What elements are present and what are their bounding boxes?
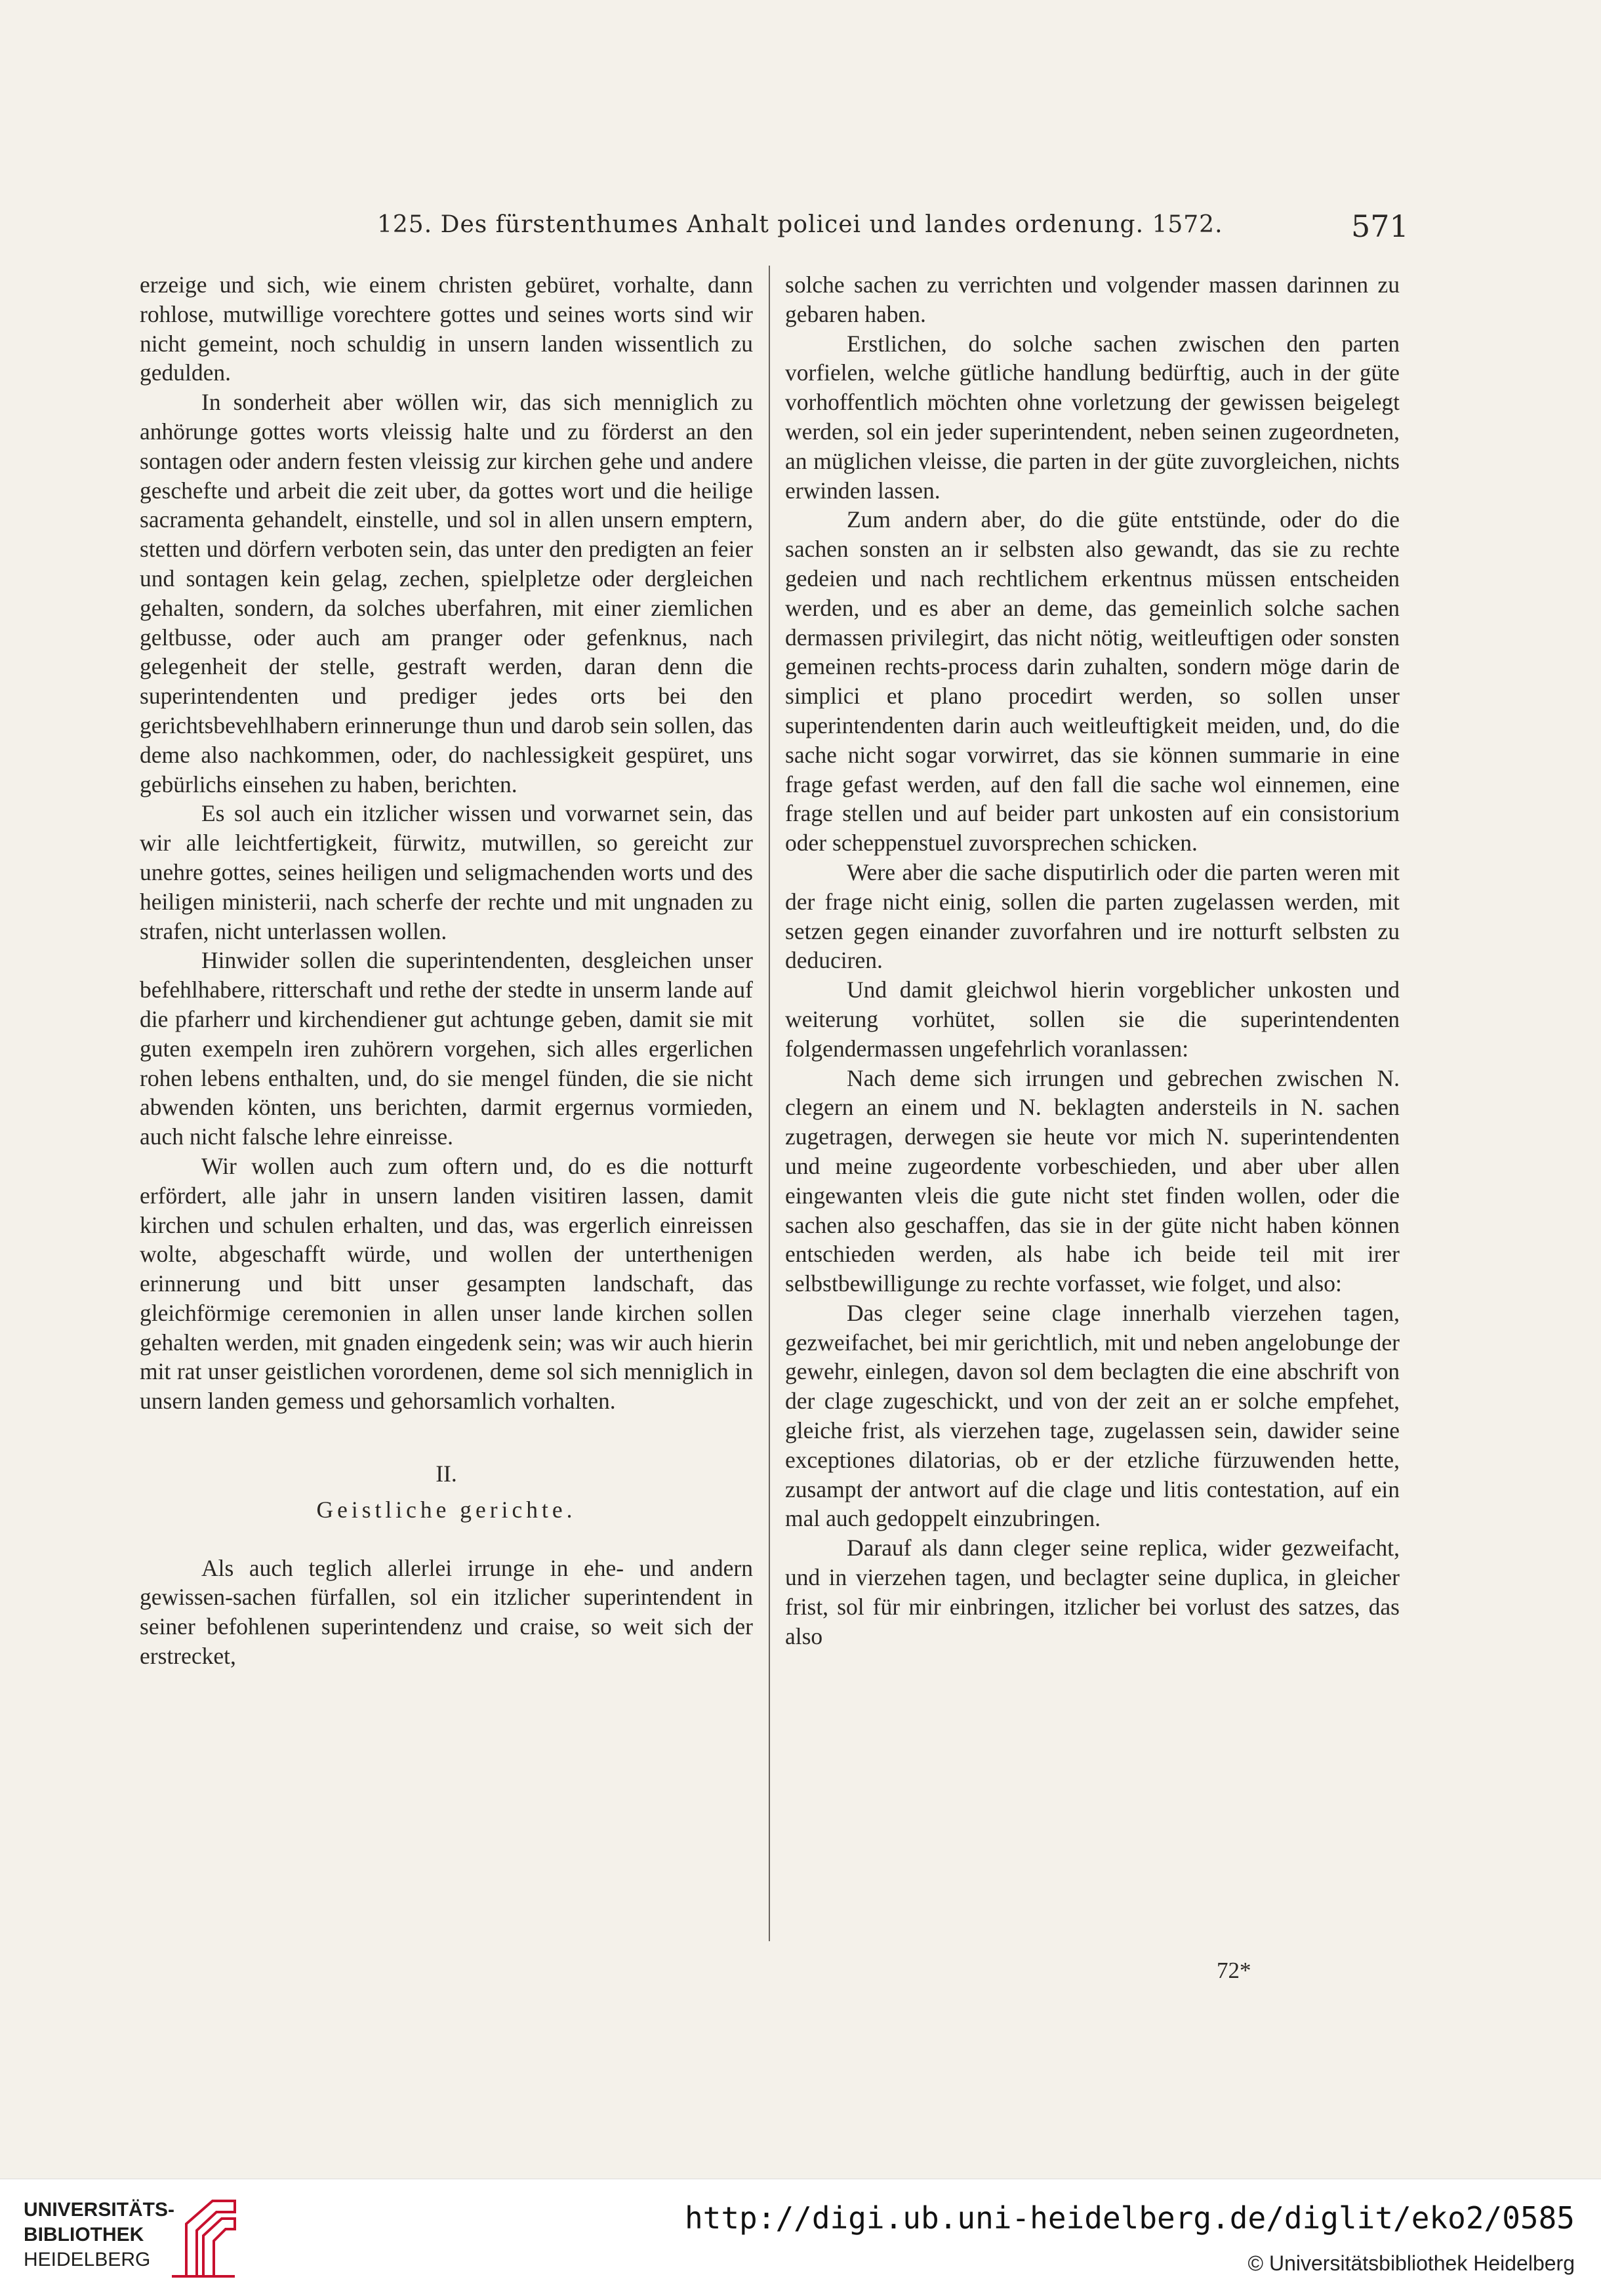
page-number: 571 bbox=[1351, 209, 1409, 244]
library-logo-icon bbox=[167, 2198, 239, 2280]
logo-line: UNIVERSITÄTS- bbox=[24, 2199, 175, 2221]
paragraph: erzeige und sich, wie einem christen gebüret, vorhalte, dann rohlose, mutwillige vorechtere gottes und seines worts sind wir nicht gemeint, noch schuldig in unsern landen wissentlich zu gedulden. bbox=[140, 272, 753, 386]
section-number: II. bbox=[436, 1460, 457, 1487]
logo-line: BIBLIOTHEK bbox=[24, 2224, 144, 2246]
running-title: 125. Des fürstenthumes Anhalt policei und landes ordenung. 1572. bbox=[377, 211, 1223, 238]
paragraph: solche sachen zu verrichten und volgender massen darinnen zu gebaren haben. bbox=[785, 272, 1400, 327]
copyright-notice: © Universitätsbibliothek Heidelberg bbox=[1247, 2251, 1575, 2275]
paragraph: Zum andern aber, do die güte entstünde, oder do die sachen sonsten an ir selbsten also gewandt, das sie zu rechte gedeien und nach rechtlichem erkentnus müssen entscheiden werden, und es aber an deme, das gemeinlich solche sachen dermassen privilegirt, das nicht nötig, weitleuftigen oder sonsten gemeinen rechts-process darin zuhalten, sondern möge darin de simplici et plano procedirt werden, so sollen unser superintendenten darin auch weitleuftigkeit meiden, und, do die sache nicht sogar vorwirret, das sie können summarie in eine frage gefast werden, auf den fall die sache wol einnemen, eine frage stellen und auf beider part unkosten auf ein consistorium oder scheppenstuel zuvorsprechen schicken. bbox=[785, 506, 1400, 856]
paragraph: Hinwider sollen die superintendenten, desgleichen unser befehlhabere, ritterschaft und rethe der stedte in unserm lande auf die pfarherr und kirchendiener gut achtunge geben, damit sie mit guten exempeln iren zuhörern vorgehen, sich alles ergerlichen rohen lebens enthalten, und, do sie mengel fünden, die sie nicht abwenden könten, uns berichten, darmit ergernus vormieden, auch nicht falsche lehre einreisse. bbox=[140, 947, 753, 1150]
logo-text bbox=[24, 2198, 174, 2272]
library-footer bbox=[0, 2179, 1601, 2296]
paragraph: Und damit gleichwol hierin vorgeblicher unkosten und weiterung vorhütet, sollen sie die superintendenten folgendermassen ungefehrlich voranlassen: bbox=[785, 977, 1400, 1062]
library-logo bbox=[24, 2198, 247, 2283]
paragraph: Das cleger seine clage innerhalb vierzehen tagen, gezweifachet, bei mir gerichtlich, mit und neben angelobunge der gewehr, einlegen, davon sol dem beclagten die eine abschrift von der clage zugeschickt, und von der zeit an er solche empfehet, gleiche frist, als vierzehen tage, zugelassen sein, dawider seine exceptiones dilatorias, ob er der etzliche fürzuwenden hette, zusampt der antwort auf die clage und litis contestation, auf ein mal auch gedoppelt einzubringen. bbox=[785, 1299, 1400, 1532]
paragraph: Es sol auch ein itzlicher wissen und vorwarnet sein, das wir alle leichtfertigkeit, fürwitz, mutwillen, so gereicht zur unehre gottes, seines heiligen und seligmachenden worts und des heiligen ministerii, nach scherfe der rechte und mit ungnaden zu strafen, nicht unterlassen wollen. bbox=[140, 800, 753, 944]
signature-mark: 72* bbox=[1217, 1958, 1251, 1983]
section-title: Geistliche gerichte. bbox=[316, 1496, 577, 1523]
right-column bbox=[785, 270, 1400, 1651]
column-divider bbox=[769, 266, 770, 1941]
paragraph: Were aber die sache disputirlich oder die parten weren mit der frage nicht einig, sollen die parten zugelassen werden, mit setzen gegen einander zuvorfahren und ire notturft selbsten zu deduciren. bbox=[785, 858, 1400, 974]
logo-line: HEIDELBERG bbox=[24, 2249, 151, 2270]
paragraph: Nach deme sich irrungen und gebrechen zwischen N. clegern an einem und N. beklagten andersteils in N. sachen zugetragen, derwegen sie heute vor mich N. superintendenten und meine zugeordente vorbeschieden, und aber uber allen eingewanten vleis die gute nicht stet finden wollen, oder die sachen also geschaffen, das sie in der güte nicht haben können entschieden werden, als habe ich beide teil mit irer selbstbewilligunge zu rechte vorfasset, wie folget, und also: bbox=[785, 1064, 1400, 1297]
paragraph: Erstlichen, do solche sachen zwischen den parten vorfielen, welche gütliche handlung bedürftig, auch in der güte vorhoffentlich möchten ohne vorletzung der gewissen beigelegt werden, sol ein jeder superintendent, neben seinen zugeordneten, an müglichen vleisse, die parten in der güte zuvorgleichen, nichts erwinden lassen. bbox=[785, 330, 1400, 504]
paragraph: Darauf als dann cleger seine replica, wider gezweifacht, und in vierzehen tagen, und beclagter seine duplica, in gleicher frist, sol für mir einbringen, itzlicher bei vorlust des satzes, das also bbox=[785, 1535, 1400, 1649]
paragraph: In sonderheit aber wöllen wir, das sich menniglich zu anhörunge gottes worts vleissig halte und zu förderst an den sontagen oder andern festen vleissig zur kirchen gehe und andere geschefte und arbeit die zeit uber, da gottes wort und die heilige sacramenta gehandelt, einstelle, und sol in allen unsern emptern, stetten und dörfern verboten sein, das unter den predigten an feier und sontagen kein gelag, zechen, spielpletze oder dergleichen gehalten, sondern, da solches uberfahren, mit einer ziemlichen geltbusse, oder auch am pranger oder gefenknus, nach gelegenheit der stelle, gestraft werden, daran denn die superintendenten und prediger jedes orts bei den gerichtsbevehlhabern erinnerunge thun und darob sein sollen, das deme also nachkommen, oder, do nachlessigkeit gespüret, uns gebürlichs einsehen zu haben, berichten. bbox=[140, 389, 753, 797]
left-column bbox=[140, 270, 753, 1671]
source-url-link[interactable]: http://digi.ub.uni-heidelberg.de/diglit/eko2/0585 bbox=[684, 2200, 1575, 2236]
paragraph: Wir wollen auch zum oftern und, do es die notturft erfördert, alle jahr in unsern landen visitiren lassen, damit kirchen und schulen erhalten, und das, was ergerlich einreissen wolte, abgeschafft würde, und wollen der unterthenigen erinnerung und bitt unser gesampten landschaft, das gleichförmige ceremonien in allen unser lande kirchen sollen gehalten werden, mit gnaden eingedenk sein; was wir auch hierin mit rat unser geistlichen vorordenen, deme sol sich menniglich in unsern landen gemess und gehorsamlich vorhalten. bbox=[140, 1152, 753, 1415]
paragraph: Als auch teglich allerlei irrunge in ehe- und andern gewissen-sachen fürfallen, sol ein itzlicher superintendent in seiner befohlenen superintendenz und craise, so weit sich der erstrecket, bbox=[140, 1554, 753, 1670]
